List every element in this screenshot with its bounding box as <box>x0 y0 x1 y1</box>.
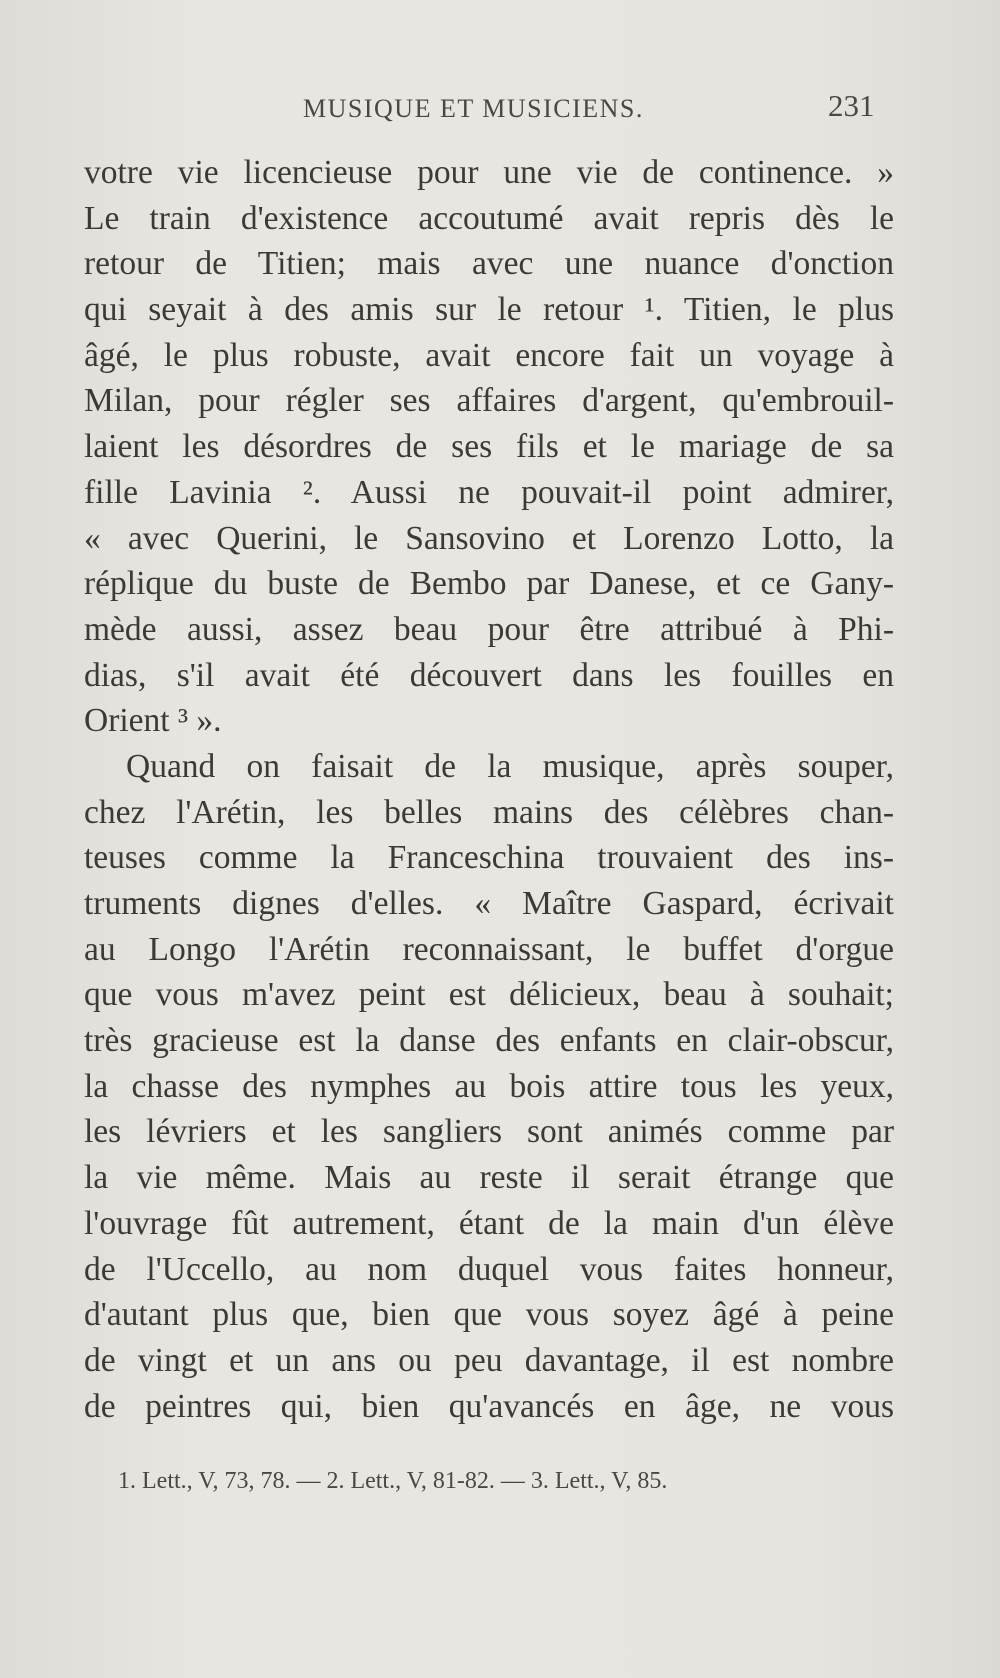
page-header <box>0 88 1000 128</box>
body-text <box>84 150 894 1429</box>
text-line: teuses comme la Franceschina trouvaient des ins- <box>84 839 894 877</box>
text-line: que vous m'avez peint est délicieux, beau à souhait; <box>84 976 894 1014</box>
text-line: Orient ³ ». <box>84 702 222 740</box>
text-line: la chasse des nymphes au bois attire tous les yeux, <box>84 1067 894 1105</box>
text-line: « avec Querini, le Sansovino et Lorenzo Lotto, la <box>84 519 894 557</box>
footnotes: 1. Lett., V, 73, 78. — 2. Lett., V, 81-82. — 3. Lett., V, 85. <box>118 1468 668 1494</box>
text-line: chez l'Arétin, les belles mains des célèbres chan- <box>84 793 894 831</box>
running-title: MUSIQUE ET MUSICIENS. <box>303 94 644 123</box>
text-line: Quand on faisait de la musique, après souper, <box>126 747 894 785</box>
text-line: de vingt et un ans ou peu davantage, il est nombre <box>84 1341 894 1379</box>
text-line: réplique du buste de Bembo par Danese, et ce Gany- <box>84 565 894 603</box>
text-line: fille Lavinia ². Aussi ne pouvait-il point admirer, <box>84 473 894 511</box>
text-line: au Longo l'Arétin reconnaissant, le buffet d'orgue <box>84 930 894 968</box>
text-line: très gracieuse est la danse des enfants en clair-obscur, <box>84 1022 894 1060</box>
text-line: Milan, pour régler ses affaires d'argent, qu'embrouil- <box>84 382 894 420</box>
text-line: Le train d'existence accoutumé avait repris dès le <box>84 199 894 237</box>
text-line: votre vie licencieuse pour une vie de continence. » <box>84 154 894 191</box>
text-line: les lévriers et les sangliers sont animés comme par <box>84 1113 894 1151</box>
text-line: qui seyait à des amis sur le retour ¹. Titien, le plus <box>84 291 894 329</box>
text-line: truments dignes d'elles. « Maître Gaspard, écrivait <box>84 885 894 922</box>
text-line: de l'Uccello, au nom duquel vous faites honneur, <box>84 1250 894 1288</box>
text-line: mède aussi, assez beau pour être attribué à Phi- <box>84 610 894 648</box>
text-line: retour de Titien; mais avec une nuance d'onction <box>84 245 894 283</box>
text-line: la vie même. Mais au reste il serait étrange que <box>84 1159 894 1197</box>
text-line: d'autant plus que, bien que vous soyez âgé à peine <box>84 1296 894 1334</box>
text-line: laient les désordres de ses fils et le mariage de sa <box>84 428 894 466</box>
text-line: dias, s'il avait été découvert dans les fouilles en <box>84 656 894 694</box>
text-line: l'ouvrage fût autrement, étant de la main d'un élève <box>84 1204 894 1242</box>
text-line: de peintres qui, bien qu'avancés en âge, ne vous <box>84 1387 894 1425</box>
text-line: âgé, le plus robuste, avait encore fait un voyage à <box>84 336 894 374</box>
page-number: 231 <box>828 88 875 123</box>
